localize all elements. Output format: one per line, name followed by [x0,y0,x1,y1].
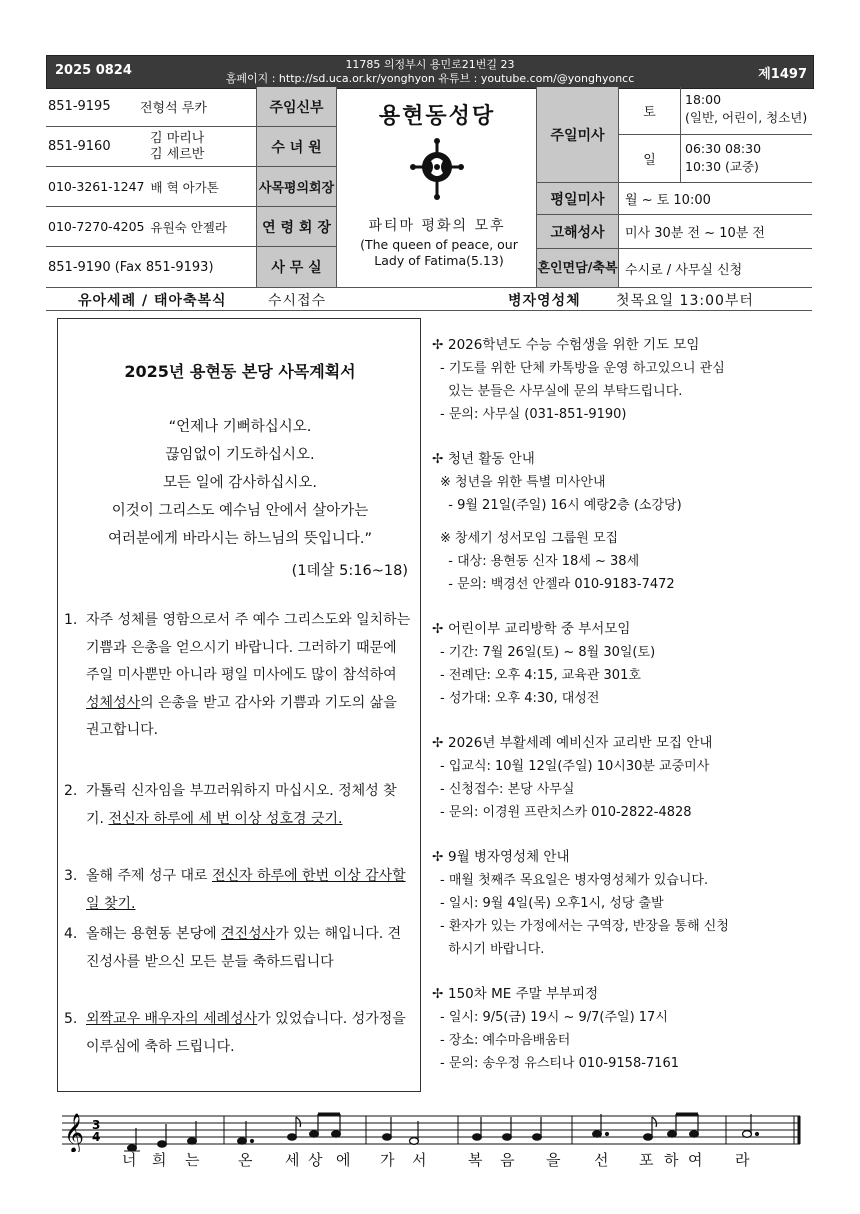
marriage-label: 혼인면담/축복 [536,249,618,287]
note-dot [755,1132,758,1135]
announcement-line: - 9월 21일(주일) 16시 예랑2층 (소강당) [440,498,682,513]
contact-name: 김 마리나 김 세르반 [150,130,205,162]
plan-item [64,921,414,976]
contact-phone: 851-9195 [48,99,111,114]
plan-item-text-a: 가톨릭 신자임을 부끄러워하지 마십시오. 정체성 찾기. [86,783,397,827]
announcement-line: - 일시: 9/5(금) 19시 ~ 9/7(주일) 17시 [440,1010,668,1025]
announcement-line: - 성가대: 오후 4:30, 대성전 [440,691,600,706]
announcement-line: - 환자가 있는 가정에서는 구역장, 반장을 통해 신청 [440,919,729,934]
lyric-syllable: 하 [664,1151,679,1169]
note-flag [296,1117,301,1127]
note-head [238,1138,247,1145]
plan-item-text-b: 가 있는 해입니다. 견진성사를 받으신 모든 분들 축하드립니다 [86,926,402,970]
time-signature-top: 3 [92,1118,101,1132]
announcement-item [432,983,822,1075]
contact-row-1 [46,87,256,127]
plan-item-emphasis: 외짝교우 배우자의 세례성사 [86,1011,258,1027]
plan-item-number: 1. [64,612,78,628]
announcement-line: 있는 분들은 사무실에 문의 부탁드립니다. [440,384,683,399]
announcement-line: - 기도를 위한 단체 카톡방을 운영 하고있으니 관심 [440,361,725,376]
announcement-line: - 일시: 9월 4일(목) 오후1시, 성당 출발 [440,896,664,911]
lyric-syllable: 복 [468,1151,483,1169]
saturday-note: (일반, 어린이, 청소년) [685,110,808,125]
announcement-title: ✢ 2026학년도 수능 수험생을 위한 기도 모임 [432,334,822,357]
marriage-value: 수시로 / 사무실 신청 [618,249,812,287]
lyric-syllable: 세 [285,1151,300,1169]
announcement-line: - 문의: 백경선 안젤라 010-9183-7472 [440,577,675,592]
note-dot [605,1132,608,1135]
cross-icon: ✢ [432,337,444,353]
plan-item-number: 2. [64,783,78,799]
plan-title: 2025년 용현동 본당 사목계획서 [124,362,356,381]
baptism-value: 수시접수 [268,293,327,309]
weekday-mass-label: 평일미사 [536,183,618,215]
lyric-syllable: 음 [500,1151,515,1169]
verse-line: 이것이 그리스도 예수님 안에서 살아가는 [111,503,369,519]
sick-communion-label: 병자영성체 [508,293,581,309]
announcement-title: ✢ 청년 활동 안내 [432,448,822,471]
weekday-mass-value: 월 ~ 토 10:00 [618,183,812,215]
parish-links: 홈페이지 : http://sd.uca.or.kr/yonghyon 유튜브 : youtube.com/@yonghyoncc [225,72,635,85]
sunday-label: 일 [618,135,680,183]
announcement-line: - 문의: 사무실 (031-851-9190) [440,407,627,422]
lyric-syllable: 가 [380,1151,395,1169]
announcement-item [432,334,822,426]
saturday-label: 토 [618,87,680,135]
verse-line: 끊임없이 기도하십시오. [165,447,315,463]
contact-phone: 851-9190 (Fax 851-9193) [48,259,214,275]
role-label: 사 무 실 [256,247,336,287]
contact-phone: 851-9160 [48,139,111,154]
lyric-syllable: 너 [122,1151,137,1169]
announcement-line: - 대상: 용현동 신자 18세 ~ 38세 [440,554,640,569]
plan-item-text [86,607,414,745]
announcement-item [432,448,822,596]
plan-item-text-b: 가 있었습니다. 성가정을 이루심에 축하 드립니다. [86,1011,406,1055]
lyric-syllable: 상 [308,1151,323,1169]
verse-line: “언제나 기뻐하십시오. [168,419,312,435]
plan-item-text [86,778,414,833]
note-head [690,1131,699,1138]
cross-icon: ✢ [432,621,444,637]
announcement-item [432,618,822,710]
role-label: 주임신부 [256,87,336,127]
contact-name: 전형석 루카 [140,101,207,116]
note-head [473,1134,482,1141]
note-head [158,1141,167,1148]
lyric-syllable: 는 [185,1151,200,1169]
announcement-title: ✢ 어린이부 교리방학 중 부서모임 [432,618,822,641]
plan-item-number: 4. [64,926,78,942]
announcement-line: - 매월 첫째주 목요일은 병자영성체가 있습니다. [440,873,709,888]
plan-item-text-b: 의 은총을 받고 감사와 기쁨과 기도의 삶을 권고합니다. [86,694,397,738]
announcement-line: ※ 창세기 성서모임 그룹원 모집 [440,531,619,546]
note-head [644,1134,653,1141]
note-flag [652,1117,657,1127]
confession-label: 고해성사 [536,215,618,249]
saturday-time: 18:00 [685,92,722,107]
announcement-line: 하시기 바랍니다. [440,942,545,957]
verse-line: 여러분에게 바라시는 하느님의 뜻입니다.” [107,531,373,547]
contact-phone: 010-7270-4205 [48,219,145,234]
plan-item-text [86,1006,414,1061]
lyric-syllable: 서 [412,1151,427,1169]
parish-center [336,87,537,287]
contact-row-3 [46,167,256,207]
role-label: 연 령 회 장 [256,207,336,247]
lyric-syllable: 희 [152,1151,167,1169]
announcement-item [432,732,822,824]
announcement-line: - 문의: 이경원 프란치스카 010-2822-4828 [440,805,692,820]
notice-bar [46,288,812,311]
cross-icon: ✢ [432,849,444,865]
lyric-syllable: 포 [639,1151,654,1169]
confession-value: 미사 30분 전 ~ 10분 전 [618,215,812,249]
announcement-title: ✢ 150차 ME 주말 부부피정 [432,983,822,1006]
announcement-title: ✢ 2026년 부활세례 예비신자 교리반 모집 안내 [432,732,822,755]
sunday-time-main: 10:30 (교중) [685,159,759,174]
announcement-line: - 전례단: 오후 4:15, 교육관 301호 [440,668,641,683]
pastoral-plan-box [57,318,421,1092]
plan-item-emphasis: 성체성사 [86,694,141,711]
sick-communion-value: 첫목요일 13:00부터 [616,293,754,309]
role-label: 사목평의회장 [256,167,336,207]
contact-row-4 [46,207,256,247]
plan-item-text [86,863,414,918]
verse-line: 모든 일에 감사하십시오. [163,475,317,491]
cross-icon: ✢ [432,451,444,467]
sunday-mass-label: 주일미사 [536,87,618,183]
note-head [593,1131,602,1138]
note-head [383,1134,392,1141]
lyric-syllable: 여 [688,1151,703,1169]
parish-address: 11785 의정부시 용민로21번길 23 [345,58,515,71]
note-head [310,1131,319,1138]
plan-item [64,607,414,745]
music-staff [62,1110,810,1152]
plan-item-text-a: 올해는 용현동 본당에 [86,926,222,942]
header-address-block [47,58,813,86]
note-head [188,1138,197,1145]
note-head [288,1134,297,1141]
announcement-line: ※ 청년을 위한 특별 미사안내 [440,475,606,490]
announcement-line: - 신청접수: 본당 사무실 [440,782,575,797]
plan-item-emphasis: 전신자 하루에 한번 이상 감사할 일 찾기. [86,868,406,912]
parish-name: 용현동성당 [378,104,496,129]
lyric-syllable: 에 [336,1151,351,1169]
note-dot [250,1139,253,1142]
sunday-time-early: 06:30 08:30 [685,141,762,156]
announcement-line: - 기간: 7월 26일(토) ~ 8월 30일(토) [440,645,656,660]
plan-item-text-a: 자주 성체를 영함으로서 주 예수 그리스도와 일치하는 기쁨과 은총을 얻으시기 바랍니다. 그러하기 때문에 주일 미사뿐만 아니라 평일 미사에도 많이 참석하여 [86,612,411,683]
announcements [432,334,822,1075]
issue-number: 제1497 [758,67,807,82]
announcement-line: - 장소: 예수마음배움터 [440,1033,571,1048]
announcement-title: ✢ 9월 병자영성체 안내 [432,846,822,869]
note-head [533,1134,542,1141]
note-head [743,1131,752,1138]
sunday-mass [680,135,812,183]
plan-item-number: 3. [64,868,78,884]
contact-name: 유원숙 안젤라 [150,219,227,235]
lyric-syllable: 라 [735,1151,750,1169]
issue-date: 2025 0824 [55,63,132,78]
contact-name: 배 혁 아가톤 [150,179,219,195]
announcement-line: - 입교식: 10월 12일(주일) 10시30분 교중미사 [440,759,710,774]
cross-icon: ✢ [432,735,444,751]
header-bar [46,55,814,89]
parish-patron-en: (The queen of peace, our Lady of Fatima(5.13) [360,237,518,268]
verse-reference: (1데살 5:16~18) [291,563,408,579]
plan-item-emphasis: 견진성사 [221,926,276,942]
plan-item-text-a: 올해 주제 성구 대로 [86,868,212,884]
parish-emblem-icon [409,137,465,201]
plan-item [64,778,414,833]
info-grid [46,87,812,288]
plan-item [64,1006,414,1061]
note-head [668,1131,677,1138]
contact-row-5 [46,247,256,287]
contact-row-2 [46,127,256,167]
announcement-item [432,846,822,961]
note-head [503,1134,512,1141]
plan-item-text [86,921,414,976]
contact-phone: 010-3261-1247 [48,179,145,194]
lyric-syllable: 선 [594,1151,609,1169]
saturday-mass [680,87,812,135]
lyric-syllable: 온 [238,1151,253,1169]
baptism-label: 유아세례 / 태아축복식 [78,293,227,309]
cross-icon: ✢ [432,986,444,1002]
note-head [410,1138,419,1145]
announcement-line: - 문의: 송우정 유스티나 010-9158-7161 [440,1056,679,1071]
treble-clef-icon: 𝄞 [64,1113,85,1152]
plan-item-emphasis: 전신자 하루에 세 번 이상 성호경 긋기. [108,810,343,827]
announcement-line [432,517,822,527]
time-signature-bottom: 4 [92,1130,101,1144]
plan-item-number: 5. [64,1011,78,1027]
note-head [332,1131,341,1138]
role-label: 수 녀 원 [256,127,336,167]
parish-patron: 파티마 평화의 모후 [368,218,506,234]
plan-item [64,863,414,918]
lyric-syllable: 을 [546,1151,561,1169]
